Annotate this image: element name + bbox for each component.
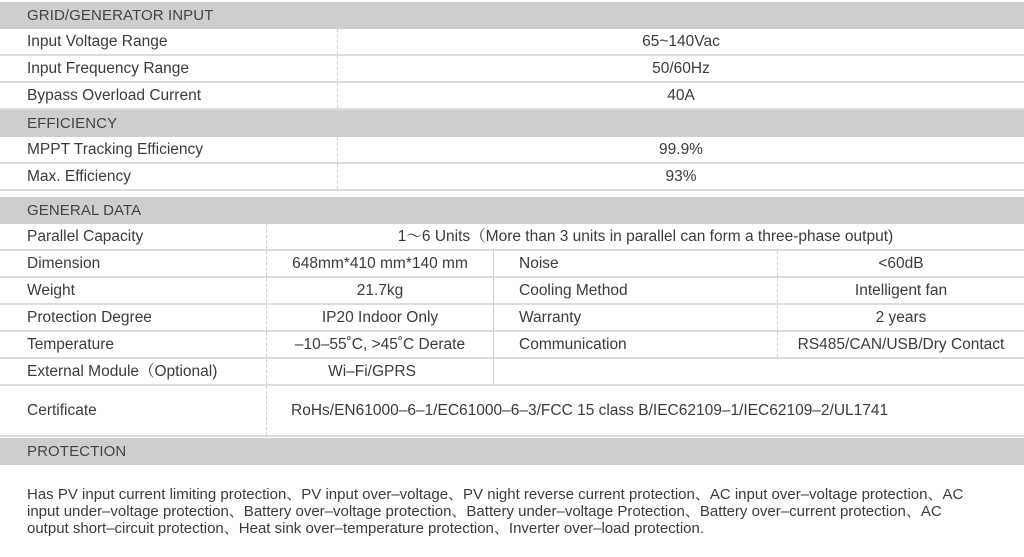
table-row (0, 137, 1024, 164)
column-divider (493, 251, 494, 276)
row-label: Parallel Capacity (27, 228, 144, 245)
column-divider (493, 332, 494, 357)
row-label: Weight (27, 282, 75, 299)
row-label: Input Voltage Range (27, 33, 168, 50)
row-label: Input Frequency Range (27, 60, 189, 77)
row-value: 65~140Vac (642, 33, 720, 50)
row-label: Bypass Overload Current (27, 87, 202, 104)
row-value-2: 2 years (875, 309, 927, 326)
column-divider (493, 305, 494, 330)
row-value-2: RS485/CAN/USB/Dry Contact (797, 336, 1005, 353)
row-label-2: Cooling Method (519, 282, 628, 299)
row-value-2: Intelligent fan (854, 282, 948, 299)
column-divider (493, 359, 494, 384)
row-label: Max. Efficiency (27, 168, 131, 185)
row-label: External Module（Optional) (27, 363, 218, 380)
row-label: Dimension (27, 255, 101, 272)
row-label: Protection Degree (27, 309, 152, 326)
table-row (0, 359, 1024, 386)
row-value: 50/60Hz (652, 60, 710, 77)
table-row-parallel (0, 224, 1024, 251)
section-header-protection: PROTECTION (0, 438, 1024, 465)
section-header-efficiency: EFFICIENCY (0, 110, 1024, 137)
row-value: IP20 Indoor Only (321, 309, 439, 326)
row-label: Temperature (27, 336, 115, 353)
table-row (0, 29, 1024, 56)
row-value-2: <60dB (878, 255, 924, 272)
row-label: Certificate (27, 402, 97, 419)
row-label: MPPT Tracking Efficiency (27, 141, 204, 158)
column-divider (266, 386, 267, 435)
table-row (0, 332, 1024, 359)
row-value: 99.9% (659, 141, 703, 158)
row-label-2: Communication (519, 336, 627, 353)
table-row (0, 251, 1024, 278)
table-row (0, 83, 1024, 110)
row-label-2: Noise (519, 255, 559, 272)
table-row (0, 278, 1024, 305)
row-value: –10–55˚C, >45˚C Derate (294, 336, 466, 353)
row-value: 648mm*410 mm*140 mm (292, 255, 468, 272)
row-value: Wi–Fi/GPRS (328, 363, 416, 380)
section-header-general-data: GENERAL DATA (0, 197, 1024, 224)
column-divider (493, 278, 494, 303)
protection-description: Has PV input current limiting protection、PV input over–voltage、PV night reverse current protection、AC input over–voltage protection、AC input under–voltage protection、Battery over–voltage protection、Battery under–voltage Protection、Battery over–current protection、AC output short–circuit protection、Heat sink over–temperature protection、Inverter over–load protection. (27, 486, 964, 537)
table-row (0, 164, 1024, 191)
section-header-grid-input: GRID/GENERATOR INPUT (0, 2, 1024, 29)
row-value: RoHs/EN61000–6–1/EC61000–6–3/FCC 15 class B/IEC62109–1/IEC62109–2/UL1741 (291, 402, 889, 419)
row-value: 21.7kg (356, 282, 404, 299)
row-label-2: Warranty (519, 309, 582, 326)
table-row (0, 305, 1024, 332)
row-value: 93% (665, 168, 697, 185)
row-value: 40A (667, 87, 695, 104)
table-row (0, 56, 1024, 83)
table-row-certificate (0, 386, 1024, 437)
row-value: 1～6 Units（More than 3 units in parallel can form a three-phase output) (397, 228, 894, 245)
